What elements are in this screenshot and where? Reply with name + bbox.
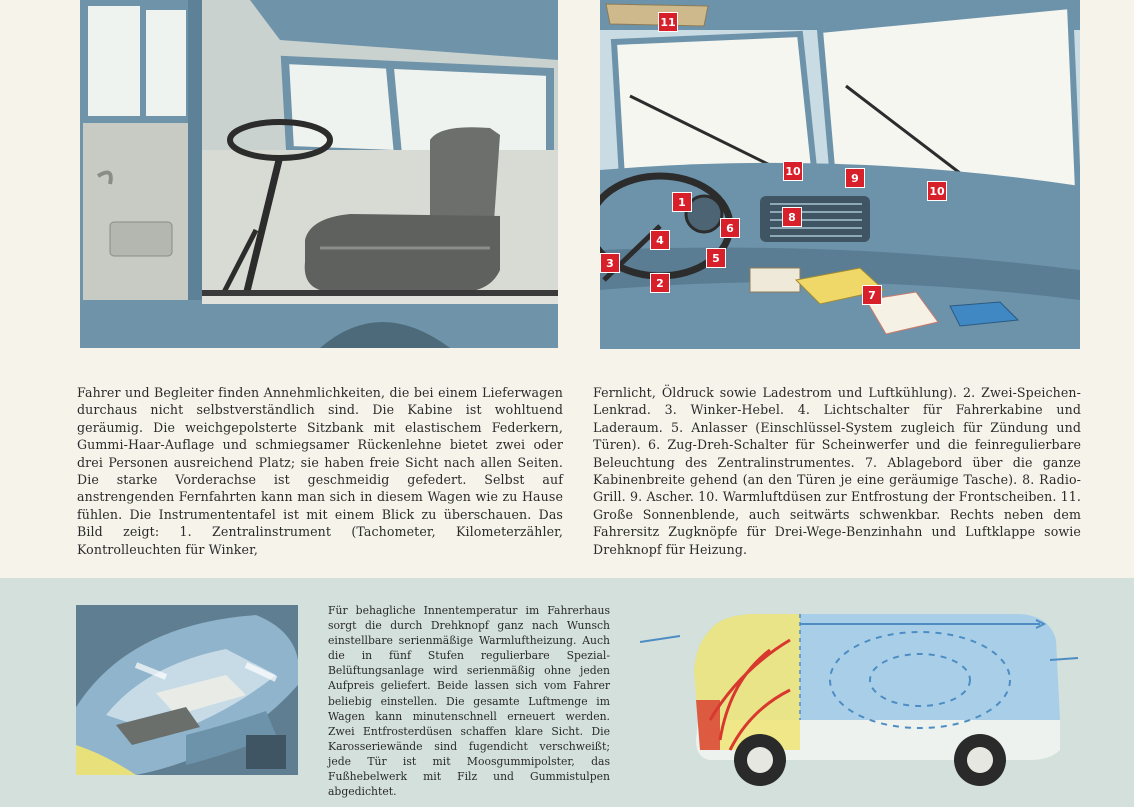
callout-7-badge: 7: [862, 285, 882, 305]
callout-2-badge: 2: [650, 273, 670, 293]
right-text-column: Fernlicht, Öldruck sowie Ladestrom und Luftkühlung). 2. Zwei-Speichen-Lenkrad. 3. Winker-Hebel. 4. Lichtschalter für Fahrerkabine und Laderaum. 5. Anlasser (Einschlüssel-System zugleich für Zündung und Türen). 6. Zug-Dreh-Schalter für Scheinwerfer und die feinregulierbare Beleuchtung des Zentralinstrumentes. 7. Ablagebord über die ganze Kabinenbreite gehend (an den Türen je eine geräumige Tasche). 8. Radio-Grill. 9. Ascher. 10. Warmluftdüsen zur Entfrostung der Frontscheiben. 11. Große Sonnenblende, auch seitwärts schwenkbar. Rechts neben dem Fahrersitz Zugknöpfe für Drei-Wege-Benzinhahn und Luftklappe sowie Drehknopf für Heizung.: [593, 385, 1081, 557]
callout-8-badge: 8: [782, 207, 802, 227]
dashboard-drawing: [600, 0, 1080, 349]
left-text-column: Fahrer und Begleiter finden Annehmlichkeiten, die bei einem Lieferwagen durchaus nicht selbstverständlich sind. Die Kabine ist wohltuend geräumig. Die weichgepolsterte Sitzbank mit elastischem Federkern, Gummi-Haar-Auflage und schmiegsamer Rückenlehne bietet zwei oder drei Personen ausreichend Platz; sie haben freie Sicht nach allen Seiten. Die starke Vorderachse ist geschmeidig gefedert. Selbst auf anstrengenden Fernfahrten kann man sich in diesem Wagen wie zu Hause fühlen. Die Instrumententafel ist mit einem Blick zu überschauen. Das Bild zeigt: 1. Zentralinstrument (Tachometer, Kilometerzähler, Kontrolleuchten für Winker,: [77, 385, 563, 557]
callout-9-badge: 9: [845, 168, 865, 188]
callout-3-badge: 3: [600, 253, 620, 273]
callout-1-badge: 1: [672, 192, 692, 212]
cab-interior-illustration: [80, 0, 558, 348]
callout-5-badge: 5: [706, 248, 726, 268]
callout-4-badge: 4: [650, 230, 670, 250]
van-airflow-illustration: [640, 600, 1080, 800]
heating-ventilation-text: Für behagliche Innentemperatur im Fahrerhaus sorgt die durch Drehknopf ganz nach Wunsch einstellbare serienmäßige Warmluftheizung. Auch die in fünf Stufen regulierbare Spezial-Belüftungsanlage wird serienmäßig ohne jeden Aufpreis geliefert. Beide lassen sich vom Fahrer beliebig einstellen. Die gesamte Luftmenge im Wagen kann minutenschnell erneuert werden. Zwei Entfrosterdüsen schaffen klare Sicht. Die Karosseriewände sind fugendicht verschweißt; jede Tür ist mit Moosgummipolster, das Fußhebelwerk mit Filz und Gummistulpen abgedichtet.: [328, 604, 610, 799]
roof-ventilation-drawing: [76, 605, 298, 775]
callout-10-badge-right: 10: [927, 181, 947, 201]
van-airflow-drawing: [640, 600, 1080, 800]
callout-11-badge: 11: [658, 12, 678, 32]
callout-10-badge-left: 10: [783, 161, 803, 181]
roof-ventilation-illustration: [76, 605, 298, 775]
callout-6-badge: 6: [720, 218, 740, 238]
dashboard-illustration: [600, 0, 1080, 349]
cab-interior-drawing: [80, 0, 558, 348]
